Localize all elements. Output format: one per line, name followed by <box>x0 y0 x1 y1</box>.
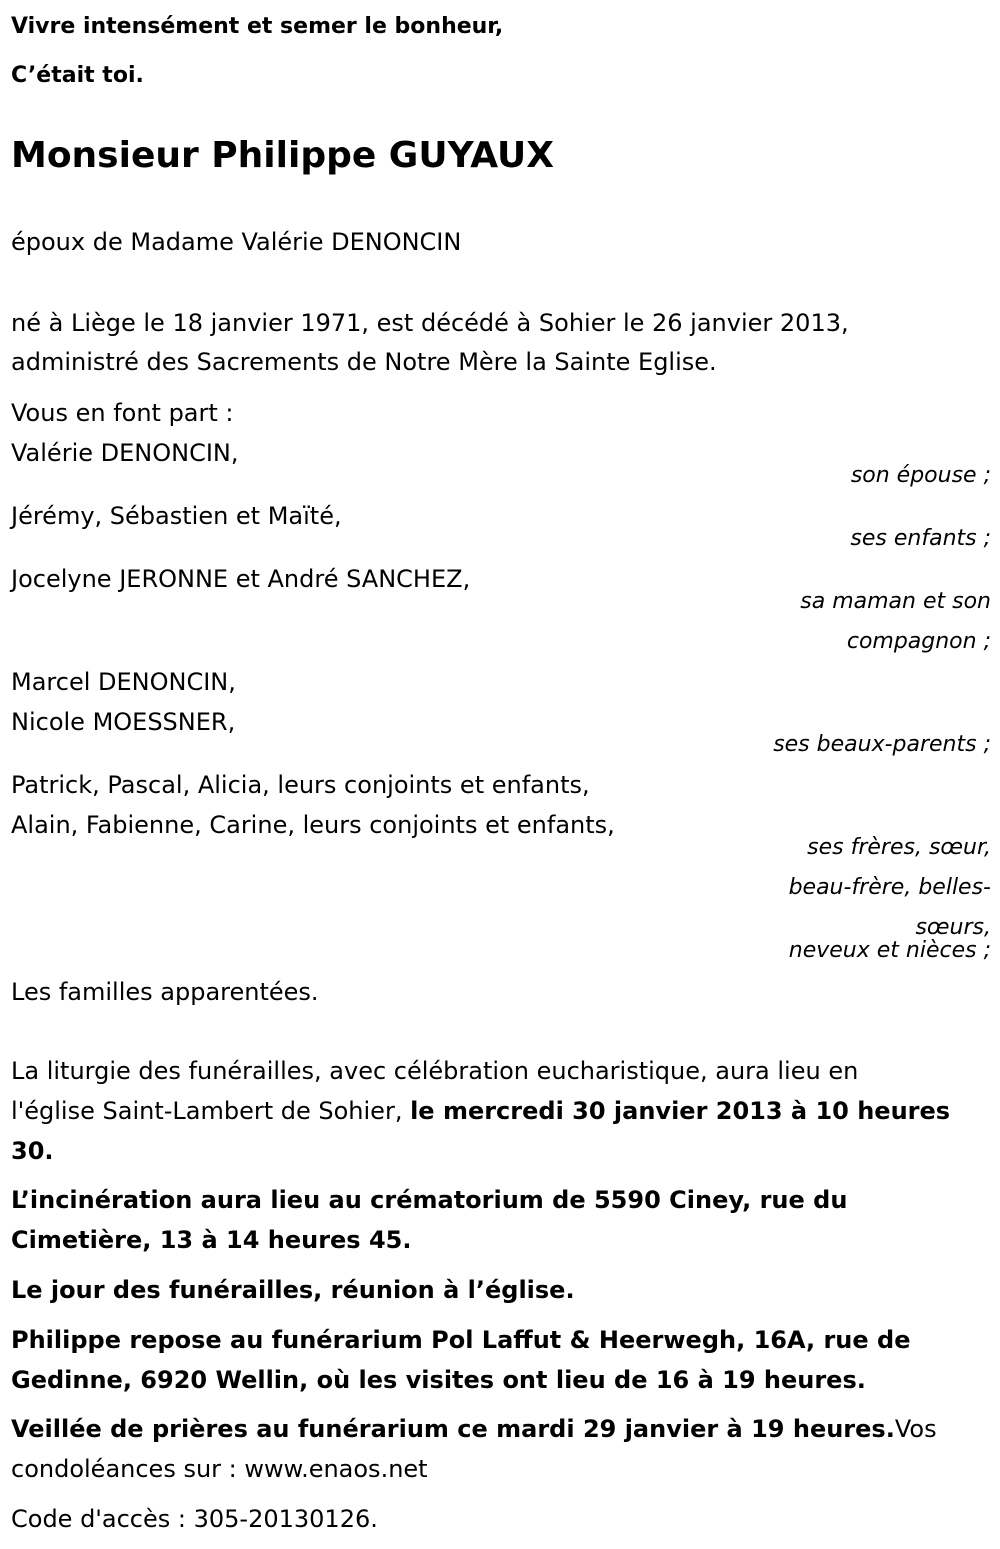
family-relation: beau-frère, belles- <box>788 875 991 900</box>
meeting-line: Le jour des funérailles, réunion à l’église. <box>11 1276 575 1304</box>
access-code: Code d'accès : 305-20130126. <box>11 1505 378 1533</box>
family-relation: ses frères, sœur, <box>807 835 991 860</box>
family-names: Alain, Fabienne, Carine, leurs conjoints et enfants, <box>11 811 615 839</box>
liturgy-datetime: le mercredi 30 janvier 2013 à 10 heures <box>410 1097 951 1125</box>
liturgy-location: l'église Saint-Lambert de Sohier, <box>11 1097 411 1125</box>
family-relation: compagnon ; <box>846 629 991 654</box>
announcement-closing: Les familles apparentées. <box>11 978 319 1006</box>
family-names: Nicole MOESSNER, <box>11 708 236 736</box>
motto-line-1: Vivre intensément et semer le bonheur, <box>11 14 504 39</box>
family-relation: neveux et nièces ; <box>788 938 991 963</box>
condolences-start: Vos <box>894 1415 937 1443</box>
family-relation: ses enfants ; <box>850 526 991 551</box>
family-relation: sa maman et son <box>800 589 991 614</box>
family-names: Marcel DENONCIN, <box>11 668 236 696</box>
family-relation: son épouse ; <box>850 463 991 488</box>
liturgy-line-2 <box>11 1099 950 1123</box>
spouse-line: époux de Madame Valérie DENONCIN <box>11 228 462 256</box>
condolences-line: condoléances sur : www.enaos.net <box>11 1455 428 1483</box>
birth-death-line-1: né à Liège le 18 janvier 1971, est décédé à Sohier le 26 janvier 2013, <box>11 309 849 337</box>
motto-line-2: C’était toi. <box>11 63 144 88</box>
rest-line-2: Gedinne, 6920 Wellin, où les visites ont lieu de 16 à 19 heures. <box>11 1366 866 1394</box>
deceased-name: Monsieur Philippe GUYAUX <box>11 135 554 176</box>
family-names: Patrick, Pascal, Alicia, leurs conjoints et enfants, <box>11 771 590 799</box>
vigil-line <box>11 1417 937 1441</box>
liturgy-line-3: 30. <box>11 1137 54 1165</box>
family-relation: sœurs, <box>915 915 991 940</box>
cremation-line-1: L’incinération aura lieu au crématorium de 5590 Ciney, rue du <box>11 1186 848 1214</box>
family-names: Valérie DENONCIN, <box>11 439 239 467</box>
family-names: Jérémy, Sébastien et Maïté, <box>11 502 342 530</box>
birth-death-line-2: administré des Sacrements de Notre Mère la Sainte Eglise. <box>11 348 717 376</box>
liturgy-line-1: La liturgie des funérailles, avec célébration eucharistique, aura lieu en <box>11 1057 859 1085</box>
rest-line-1: Philippe repose au funérarium Pol Laffut & Heerwegh, 16A, rue de <box>11 1326 911 1354</box>
family-relation: ses beaux-parents ; <box>773 732 991 757</box>
vigil-text: Veillée de prières au funérarium ce mardi 29 janvier à 19 heures. <box>11 1415 895 1443</box>
cremation-line-2: Cimetière, 13 à 14 heures 45. <box>11 1226 412 1254</box>
announcement-intro: Vous en font part : <box>11 399 234 427</box>
family-names: Jocelyne JERONNE et André SANCHEZ, <box>11 565 471 593</box>
